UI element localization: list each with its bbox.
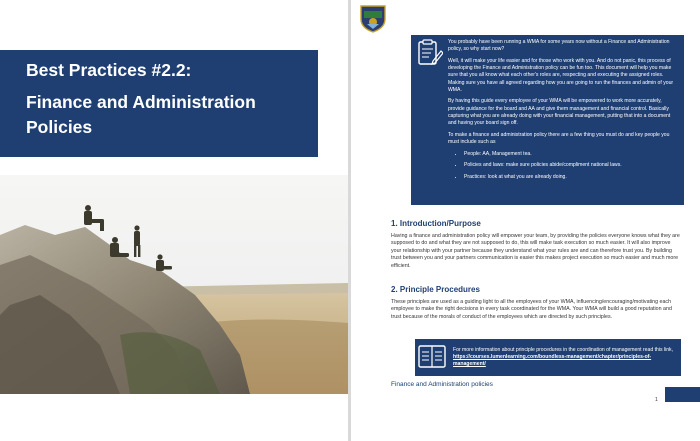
section-2-text: These principles are used as a guiding light to all the employees of your WMA, influencing/encouraging/motivating each employee to make the right decisions in every task coordinated for the WMA. Your WMA will build a good reputation and trust because of the morals of conduct of the employees which are directed by such principles. [391, 299, 672, 320]
section-1-text: Having a finance and administration policy will empower your team, by providing the policies everyone knows what they are supposed to do and what they are not supposed to do, this will make task execution so much easier. It will also improve your relationship with your partner because they understand what your rules are and can therefore trust you. By building trust between you and your partners communication is easier this makes project execution so much easier and much more efficient. [391, 233, 680, 269]
intro-paragraph-3: By having this guide every employee of your WMA will be empowered to work more accurately, provide guidance for the board and AA and give them management and financial control. Basically capturing what you are already doing with your financial management, putting that into a document and having your board sign off. [448, 98, 671, 127]
info-text: For more information about principle procedures in the coordination of management read this link, [453, 347, 673, 353]
intro-paragraph-1: You probably have been running a WMA for some years now without a Finance and Administration policy, so why start now? [448, 39, 670, 53]
intro-bullet-list [448, 151, 677, 182]
list-item: • Practices: look at what you are already doing. [464, 174, 677, 181]
list-item: • People: AA, Management tea. [464, 151, 677, 158]
list-item: • Policies and laws: make sure policies abide/compliment national laws. [464, 162, 677, 169]
intro-paragraph-4: To make a finance and administration policy there are a few thing you must do and key people you must include such as [448, 131, 670, 145]
document-edit-icon [417, 39, 443, 67]
title-banner [0, 50, 318, 157]
right-page [351, 0, 700, 441]
section-2-heading: 2. Principle Procedures [391, 285, 480, 294]
left-page [0, 0, 348, 441]
title-line-2: Finance and Administration Policies [26, 92, 256, 137]
page-tab-decoration [665, 387, 700, 402]
cover-photo [0, 175, 348, 394]
info-link[interactable]: https://courses.lumenlearning.com/boundless-management/chapter/principles-of-management/ [453, 354, 652, 367]
info-callout [415, 339, 681, 376]
footer-title: Finance and Administration policies [391, 381, 493, 388]
logo-icon [358, 3, 388, 33]
section-1-heading: 1. Introduction/Purpose [391, 219, 481, 228]
book-icon [417, 343, 447, 370]
intro-callout [411, 35, 684, 205]
intro-paragraph-2: Well, it will make your life easier and for those who work with you. And do not panic, this process of developing the Finance and Administration policy can be fun too. This document will help you make sure that you all know what each other's roles are, respecting and executing the assigned roles. Making sure you have all agreed regarding how you are going to run the finances and admin of your WMA. [448, 57, 674, 93]
title-line-1: Best Practices #2.2: [26, 60, 192, 80]
page-number: 1 [655, 397, 658, 403]
